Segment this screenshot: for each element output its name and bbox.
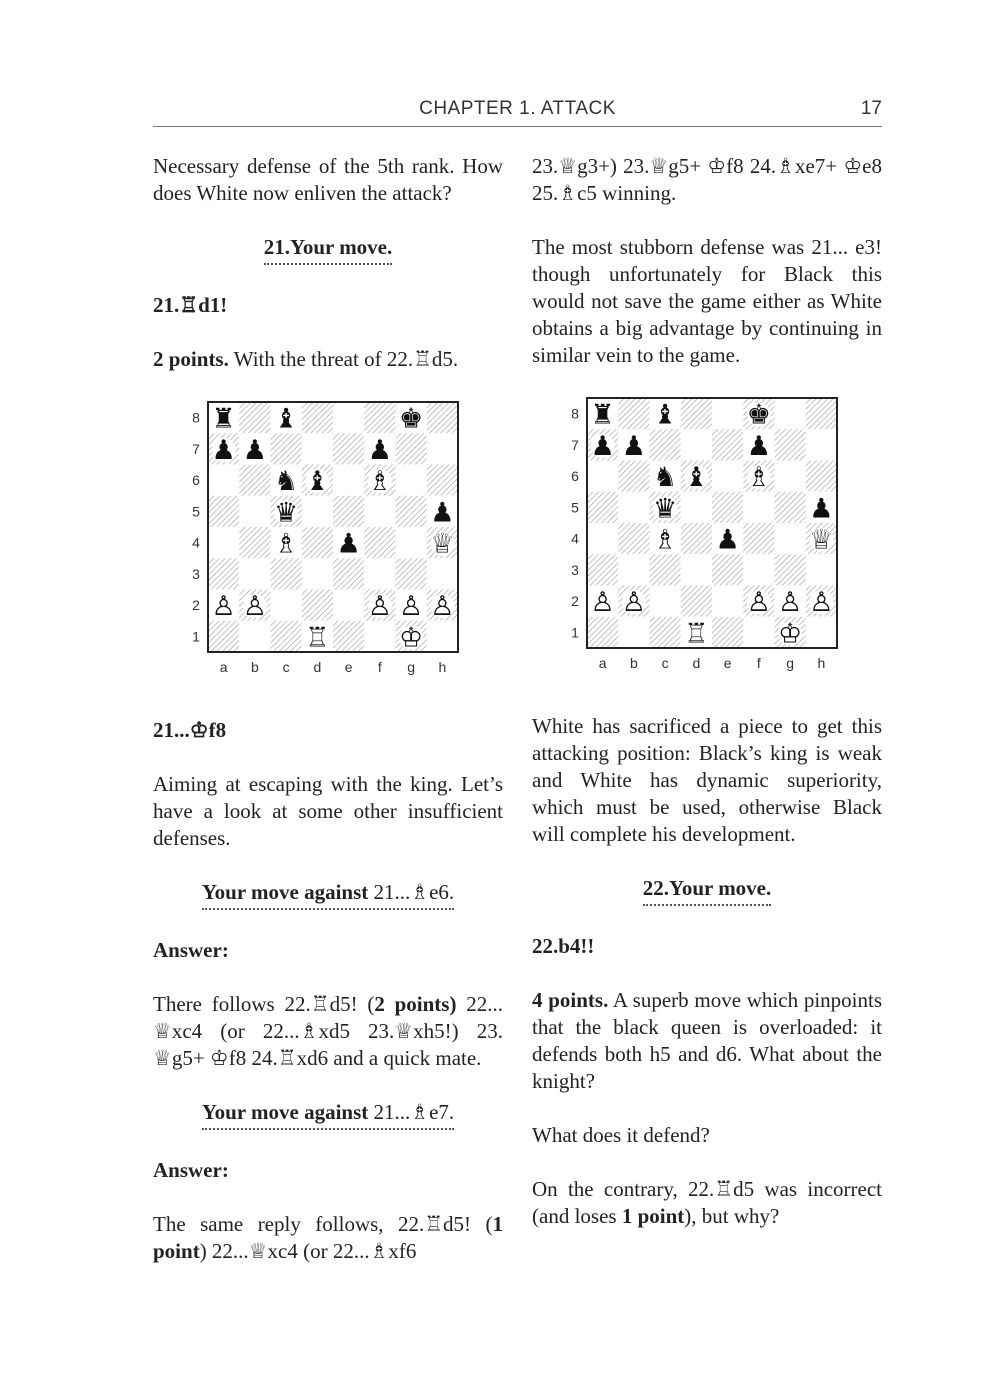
paragraph: Aiming at escaping with the king. Let’s have a look at some other insufficient defenses. [153, 772, 503, 850]
light-square [427, 558, 458, 589]
move-text: 21.♖d1! [153, 293, 228, 317]
file-label: d [692, 655, 701, 671]
task-label: 22.Your move. [643, 875, 772, 906]
rank-label: 6 [571, 468, 579, 485]
chess-piece-b7: ♟ [242, 434, 267, 466]
left-column [153, 153, 503, 1292]
dark-square [333, 433, 364, 464]
rank-label: 4 [571, 530, 579, 547]
rank-label: 2 [571, 593, 579, 610]
light-square [364, 496, 395, 527]
file-label: g [786, 655, 795, 671]
chess-piece-f6: ♗ [746, 462, 771, 494]
task-bold: Your move against [201, 1100, 369, 1124]
dark-square [743, 523, 774, 554]
task-text: 21...♗e7. [368, 1100, 455, 1124]
paragraph: 23.♕g3+) 23.♕g5+ ♔f8 24.♗xe7+ ♔e8 25.♗c5 winning. [532, 154, 882, 205]
rank-label: 1 [192, 628, 200, 645]
file-label: a [598, 655, 607, 671]
light-square [239, 621, 270, 652]
light-square [681, 492, 712, 523]
rank-label: 8 [192, 409, 200, 426]
points-label: 4 points. [532, 988, 609, 1012]
dark-square [427, 402, 458, 433]
dark-square [208, 558, 239, 589]
dark-square [681, 523, 712, 554]
dark-square [302, 527, 333, 558]
move-line [153, 717, 503, 744]
file-label: e [723, 655, 732, 671]
paragraph-text: On the contrary, 22.♖d5 was incorrect (and loses [532, 1177, 882, 1228]
chess-piece-c5: ♛ [653, 493, 678, 525]
light-square [806, 617, 837, 648]
rank-label: 4 [192, 534, 200, 551]
light-square [775, 398, 806, 429]
paragraph-text: The same reply follows, 22.♖d5! ( [153, 1212, 493, 1236]
chess-piece-f6: ♗ [367, 466, 392, 498]
rank-label: 3 [192, 565, 200, 582]
dark-square [587, 617, 618, 648]
paragraph-text: ) 22...♕xc4 (or 22...♗xf6 [199, 1239, 417, 1263]
chess-piece-c8: ♝ [274, 403, 299, 435]
chess-piece-g8: ♚ [399, 403, 424, 435]
light-square [743, 492, 774, 523]
paragraph: White has sacrificed a piece to get this attacking position: Black’s king is weak and White has dynamic superiority, which must be used, otherwise Black will complete his development. [532, 714, 882, 846]
move-line [153, 292, 503, 319]
light-square [333, 590, 364, 621]
paragraph-text: A superb move which pinpoints that the black queen is overloaded: it defends both h5 and d6. What about the knight? [532, 988, 882, 1093]
chess-piece-c4: ♗ [274, 528, 299, 560]
dark-square [239, 402, 270, 433]
task-text: 21...♗e6. [368, 880, 455, 904]
chess-piece-g2: ♙ [399, 591, 424, 623]
file-label: g [407, 659, 416, 675]
dark-square [681, 398, 712, 429]
light-square [396, 527, 427, 558]
dark-square [239, 465, 270, 496]
move-text: 21...♔f8 [153, 718, 227, 742]
chess-piece-a2: ♙ [211, 591, 236, 623]
answer-label: Answer: [153, 938, 229, 962]
chess-piece-a8: ♜ [211, 403, 236, 435]
light-square [302, 433, 333, 464]
dark-square [396, 496, 427, 527]
light-square [239, 496, 270, 527]
dark-square [364, 402, 395, 433]
light-square [618, 492, 649, 523]
task-label [202, 879, 454, 910]
chess-piece-c6: ♞ [274, 466, 299, 498]
file-label: e [344, 659, 353, 675]
dark-square [239, 527, 270, 558]
file-label: f [377, 659, 382, 675]
rank-label: 6 [192, 472, 200, 489]
chess-piece-a2: ♙ [590, 587, 615, 619]
file-label: c [661, 655, 669, 671]
dark-square [650, 554, 681, 585]
light-square [618, 617, 649, 648]
dark-square [208, 621, 239, 652]
file-label: f [756, 655, 761, 671]
chess-piece-f8: ♚ [746, 399, 771, 431]
points-label: 2 points) [374, 992, 457, 1016]
file-label: b [629, 655, 638, 671]
light-square [364, 558, 395, 589]
page-number: 17 [860, 98, 882, 119]
task-label [202, 1099, 454, 1130]
paragraph [153, 1211, 503, 1265]
dark-square [712, 429, 743, 460]
task-line [153, 234, 503, 265]
light-square [775, 523, 806, 554]
dark-square [271, 621, 302, 652]
chess-piece-a7: ♟ [590, 430, 615, 462]
answer-line [153, 937, 503, 964]
chess-piece-h2: ♙ [430, 591, 455, 623]
light-square [427, 621, 458, 652]
rank-label: 8 [571, 405, 579, 422]
dark-square [333, 558, 364, 589]
chess-piece-e4: ♟ [715, 524, 740, 556]
rank-label: 2 [192, 597, 200, 614]
light-square [364, 621, 395, 652]
light-square [806, 429, 837, 460]
header-rule [153, 126, 882, 127]
dark-square [775, 554, 806, 585]
light-square [743, 617, 774, 648]
light-square [806, 554, 837, 585]
dark-square [587, 492, 618, 523]
chess-piece-h5: ♟ [809, 493, 834, 525]
light-square [681, 554, 712, 585]
paragraph: The most stubborn defense was 21... e3! though unfortunately for Black this would not save the game either as White obtains a big advantage by continuing in similar vein to the game. [532, 235, 882, 367]
dark-square [712, 617, 743, 648]
dark-square [333, 496, 364, 527]
light-square [587, 461, 618, 492]
chess-piece-d6: ♝ [305, 466, 330, 498]
file-label: h [438, 659, 447, 675]
file-label: d [313, 659, 322, 675]
points-label: 1 point [621, 1204, 685, 1228]
light-square [302, 496, 333, 527]
light-square [681, 429, 712, 460]
chess-piece-b7: ♟ [621, 430, 646, 462]
chess-diagram [168, 400, 468, 690]
light-square [271, 590, 302, 621]
chess-piece-f2: ♙ [367, 591, 392, 623]
chess-piece-d1: ♖ [684, 618, 709, 650]
chess-piece-e4: ♟ [336, 528, 361, 560]
light-square [650, 586, 681, 617]
dark-square [650, 617, 681, 648]
paragraph [532, 1176, 882, 1230]
chess-piece-h2: ♙ [809, 587, 834, 619]
task-bold: Your move against [201, 880, 369, 904]
chess-piece-d6: ♝ [684, 462, 709, 494]
file-label: c [282, 659, 290, 675]
chess-piece-b2: ♙ [242, 591, 267, 623]
paragraph [153, 991, 503, 1072]
dark-square [396, 558, 427, 589]
light-square [302, 558, 333, 589]
chess-piece-h4: ♕ [430, 528, 455, 560]
dark-square [208, 496, 239, 527]
chess-piece-b2: ♙ [621, 587, 646, 619]
task-line [153, 879, 503, 910]
dark-square [618, 461, 649, 492]
chess-piece-h5: ♟ [430, 497, 455, 529]
chess-piece-g2: ♙ [778, 587, 803, 619]
rank-label: 5 [571, 499, 579, 516]
chess-piece-f7: ♟ [746, 430, 771, 462]
chess-piece-g1: ♔ [399, 622, 424, 654]
light-square [712, 586, 743, 617]
dark-square [806, 398, 837, 429]
light-square [396, 465, 427, 496]
light-square [333, 465, 364, 496]
chess-piece-f7: ♟ [367, 434, 392, 466]
paragraph-text: 22... ♕xc4 (or 22...♗xd5 23.♕xh5!) 23. ♕g5+ ♔f8 24.♖xd6 and a quick mate. [153, 992, 503, 1070]
light-square [208, 465, 239, 496]
paragraph: What does it defend? [532, 1123, 710, 1147]
light-square [333, 402, 364, 433]
paragraph: Necessary defense of the 5th rank. How does White now enliven the attack? [153, 154, 503, 205]
dark-square [271, 433, 302, 464]
dark-square [681, 586, 712, 617]
file-label: b [250, 659, 259, 675]
chess-piece-c4: ♗ [653, 524, 678, 556]
dark-square [618, 398, 649, 429]
chess-piece-g1: ♔ [778, 618, 803, 650]
light-square [618, 554, 649, 585]
dark-square [364, 527, 395, 558]
task-line [153, 1099, 503, 1130]
dark-square [271, 558, 302, 589]
light-square [239, 558, 270, 589]
dark-square [806, 461, 837, 492]
chess-piece-f2: ♙ [746, 587, 771, 619]
answer-label: Answer: [153, 1158, 229, 1182]
light-square [775, 461, 806, 492]
chess-piece-a7: ♟ [211, 434, 236, 466]
light-square [712, 461, 743, 492]
paragraph-text: There follows 22.♖d5! ( [153, 992, 375, 1016]
rank-label: 1 [571, 624, 579, 641]
answer-line [153, 1157, 503, 1184]
rank-label: 5 [192, 503, 200, 520]
light-square [587, 523, 618, 554]
dark-square [333, 621, 364, 652]
dark-square [712, 554, 743, 585]
light-square [743, 554, 774, 585]
chess-piece-c8: ♝ [653, 399, 678, 431]
light-square [208, 527, 239, 558]
chess-piece-c6: ♞ [653, 462, 678, 494]
chess-diagram [547, 396, 847, 686]
chess-piece-h4: ♕ [809, 524, 834, 556]
chess-piece-a8: ♜ [590, 399, 615, 431]
dark-square [302, 590, 333, 621]
points-label: 1 point [153, 1212, 503, 1263]
rank-label: 7 [192, 440, 200, 457]
task-label: 21.Your move. [264, 234, 393, 265]
paragraph-text: With the threat of 22.♖d5. [228, 347, 459, 371]
rank-label: 7 [571, 436, 579, 453]
paragraph [153, 346, 503, 373]
dark-square [618, 523, 649, 554]
move-line [532, 933, 882, 960]
task-line [532, 875, 882, 906]
rank-label: 3 [571, 561, 579, 578]
dark-square [712, 492, 743, 523]
file-label: a [219, 659, 228, 675]
right-column [532, 153, 882, 1257]
chess-piece-c5: ♛ [274, 497, 299, 529]
move-text: 22.b4!! [532, 934, 595, 958]
dark-square [302, 402, 333, 433]
dark-square [396, 433, 427, 464]
points-label: 2 points. [153, 347, 229, 371]
chess-piece-d1: ♖ [305, 622, 330, 654]
light-square [712, 398, 743, 429]
light-square [427, 433, 458, 464]
dark-square [587, 554, 618, 585]
dark-square [775, 492, 806, 523]
dark-square [650, 429, 681, 460]
dark-square [427, 465, 458, 496]
chapter-title: CHAPTER 1. ATTACK [419, 98, 616, 119]
paragraph-text: ), but why? [684, 1204, 780, 1228]
paragraph [532, 987, 882, 1095]
file-label: h [817, 655, 826, 671]
dark-square [775, 429, 806, 460]
